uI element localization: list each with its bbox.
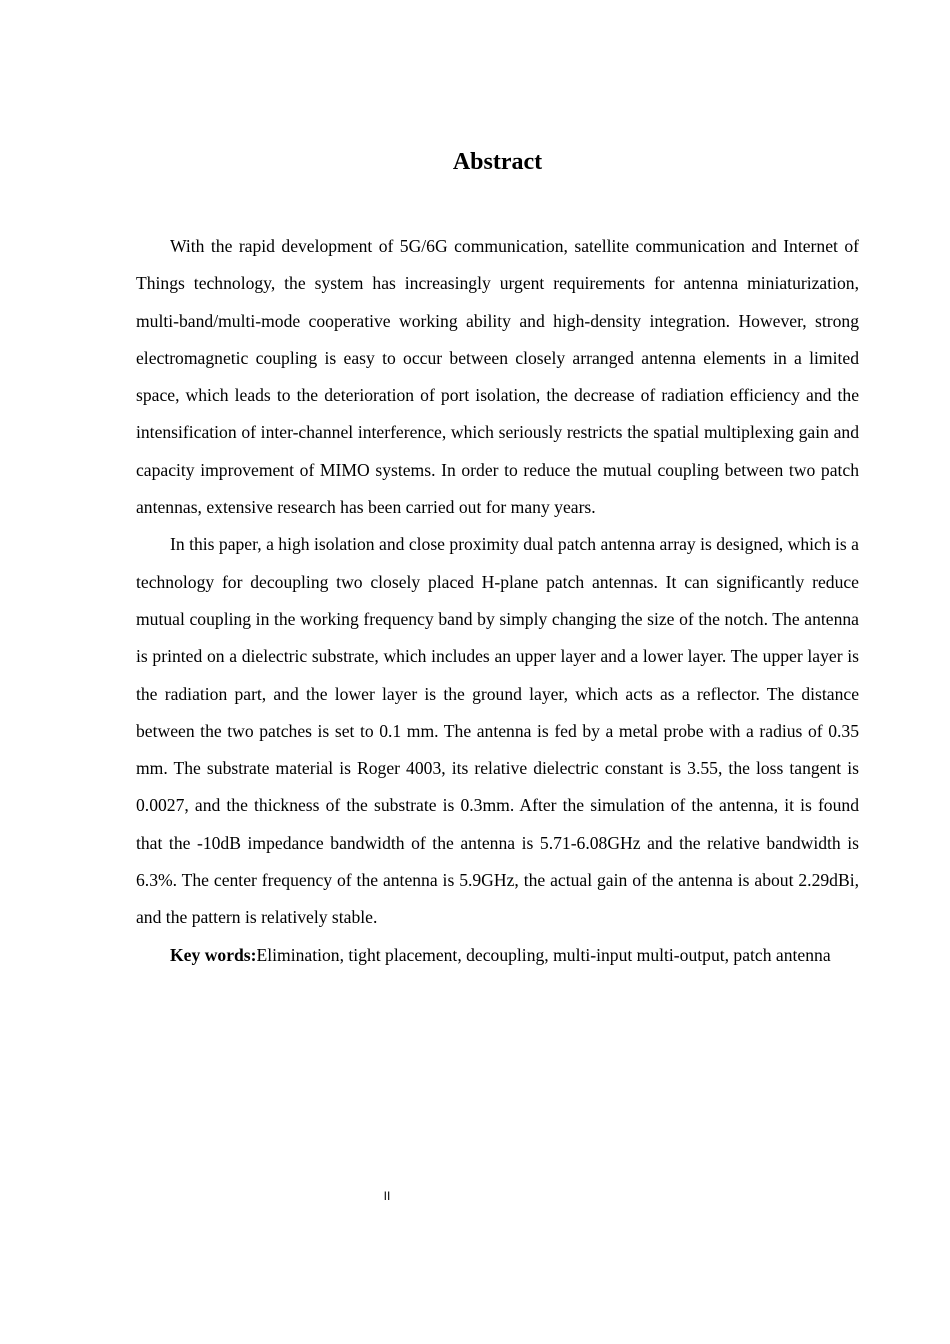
abstract-paragraph-1: With the rapid development of 5G/6G communication, satellite communication and Internet of Things technology, the system has increasingly urgent requirements for antenna miniaturization, multi-band/multi-mode cooperative working ability and high-density integration. However, strong electromagnetic coupling is easy to occur between closely arranged antenna elements in a limited space, which leads to the deterioration of port isolation, the decrease of radiation efficiency and the intensification of inter-channel interference, which seriously restricts the spatial multiplexing gain and capacity improvement of MIMO systems. In order to reduce the mutual coupling between two patch antennas, extensive research has been carried out for many years. (136, 236, 859, 518)
abstract-body (136, 228, 859, 973)
page-title: Abstract (452, 149, 543, 175)
keywords-text: Elimination, tight placement, decoupling, multi-input multi-output, patch antenna (256, 944, 831, 965)
abstract-paragraph-2: In this paper, a high isolation and close proximity dual patch antenna array is designed, which is a technology for decoupling two closely placed H-plane patch antennas. It can significantly reduce mutual coupling in the working frequency band by simply changing the size of the notch. The antenna is printed on a dielectric substrate, which includes an upper layer and a lower layer. The upper layer is the radiation part, and the lower layer is the ground layer, which acts as a reflector. The distance between the two patches is set to 0.1 mm. The antenna is fed by a metal probe with a radius of 0.35 mm. The substrate material is Roger 4003, its relative dielectric constant is 3.55, the loss tangent is 0.0027, and the thickness of the substrate is 0.3mm. After the simulation of the antenna, it is found that the -10dB impedance bandwidth of the antenna is 5.71-6.08GHz and the relative bandwidth is 6.3%. The center frequency of the antenna is 5.9GHz, the actual gain of the antenna is about 2.29dBi, and the pattern is relatively stable. (136, 534, 859, 928)
keywords-line (136, 937, 859, 973)
page-number: II (383, 1189, 391, 1203)
keywords-label: Key words: (170, 944, 257, 965)
